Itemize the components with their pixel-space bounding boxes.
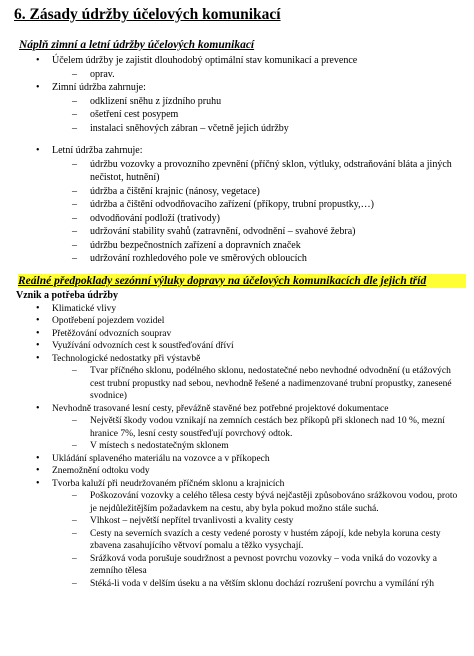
spacer — [14, 135, 466, 144]
sub-list-item: – Poškozování vozovky a celého tělesa cesty bývá nejčastěji způsobováno srážkovou vodou, proto je nejdůležitějším požadavkem na cestu, aby byla pokud možno stále suchá. — [38, 490, 466, 515]
sub-list-item: – udržování stability svahů (zatravnění, odvodnění – svahové žebra) — [38, 225, 466, 239]
list-item: • Znemožnění odtoku vody — [14, 465, 466, 478]
sub-list-item: – V místech s nedostatečným sklonem — [38, 440, 466, 453]
list-item: • Využívání odvozních cest k soustřeďování dříví — [14, 340, 466, 353]
sub-list-item: – Srážková voda porušuje soudržnost a pevnost povrchu vozovky – voda vniká do vozovky a zemního tělesa — [38, 553, 466, 578]
sub-list-item: – Cesty na severních svazích a cesty vedené porosty v hustém zápojí, kde nebyla koruna cesty zbavena zasahujícího větvoví pomalu a těžko vysychají. — [38, 528, 466, 553]
sub-list-item: – údržba a čištění odvodňovacího zařízení (příkopy, trubní propustky,…) — [38, 198, 466, 212]
list-item: • Klimatické vlivy — [14, 303, 466, 316]
list-item — [14, 478, 466, 591]
sub-list-item: – Stéká-li voda v delším úseku a na větším sklonu dochází rozrušení povrchu a vymílání rýh — [38, 578, 466, 591]
list-item-text: Tvorba kaluží při neudržovaném příčném sklonu a krajnicích — [52, 478, 285, 489]
sub-list-item: – ošetření cest posypem — [38, 108, 466, 122]
subheading-origin: Vznik a potřeba údržby — [16, 289, 118, 301]
section-heading-maintenance: Náplň zimní a letní údržby účelových komunikací — [19, 39, 255, 51]
summer-maintenance-list — [14, 144, 466, 266]
sub-list-item: – odvodňování podloží (trativody) — [38, 212, 466, 226]
sub-list-item: – udržování rozhledového pole ve směrových obloucích — [38, 252, 466, 266]
list-item: • Ukládání splaveného materiálu na vozovce a v příkopech — [14, 453, 466, 466]
list-item-text: Letní údržba zahrnuje: — [52, 145, 143, 156]
list-item: • Opotřebení pojezdem vozidel — [14, 315, 466, 328]
list-item-text: Zimní údržba zahrnuje: — [52, 82, 146, 93]
list-item — [14, 54, 466, 81]
list-item: • Přetěžování odvozních souprav — [14, 328, 466, 341]
sub-list-item: – údržba a čištění krajnic (nánosy, vegetace) — [38, 185, 466, 199]
sub-list-item: – údržbu bezpečnostních zařízení a dopravních značek — [38, 239, 466, 253]
list-item — [14, 353, 466, 403]
list-item-text: Nevhodně trasované lesní cesty, převážně stavěné bez potřebné projektové dokumentace — [52, 403, 389, 414]
page-title: 6. Zásady údržby účelových komunikací — [14, 6, 281, 23]
sub-list-item: – údržbu vozovky a provozního zpevnění (příčný sklon, výtluky, odstraňování bláta a jiných nečistot, hutnění) — [38, 158, 466, 185]
maintenance-list — [14, 54, 466, 135]
sub-list-item: – oprav. — [38, 68, 466, 82]
sub-list-item: – Tvar příčného sklonu, podélného sklonu, nedostatečné nebo nevhodné odvodnění (u etážových cest trubní propustky nad sebou, nevhodně řešené a nadimenzované trubní propustky, zanesené svodnice) — [38, 365, 466, 403]
list-item — [14, 403, 466, 453]
causes-list — [14, 303, 466, 591]
list-item-text: Účelem údržby je zajistit dlouhodobý optimální stav komunikací a prevence — [52, 55, 358, 66]
section-heading-seasonal-closure: Reálné předpoklady sezónní výluky dopravy na účelových komunikacích dle jejich tříd — [18, 274, 466, 288]
list-item — [14, 144, 466, 266]
sub-list-item: – Vlhkost – největší nepřítel trvanlivosti a kvality cesty — [38, 515, 466, 528]
list-item — [14, 81, 466, 135]
list-item-text: Technologické nedostatky při výstavbě — [52, 353, 201, 364]
sub-list-item: – Největší škody vodou vznikají na zemních cestách bez příkopů při sklonech nad 10 %, mezní hranice 7%, lesní cesty soustřeďují povrchový odtok. — [38, 415, 466, 440]
sub-list-item: – instalaci sněhových zábran – včetně jejich údržby — [38, 122, 466, 136]
sub-list-item: – odklizení sněhu z jízdního pruhu — [38, 95, 466, 109]
